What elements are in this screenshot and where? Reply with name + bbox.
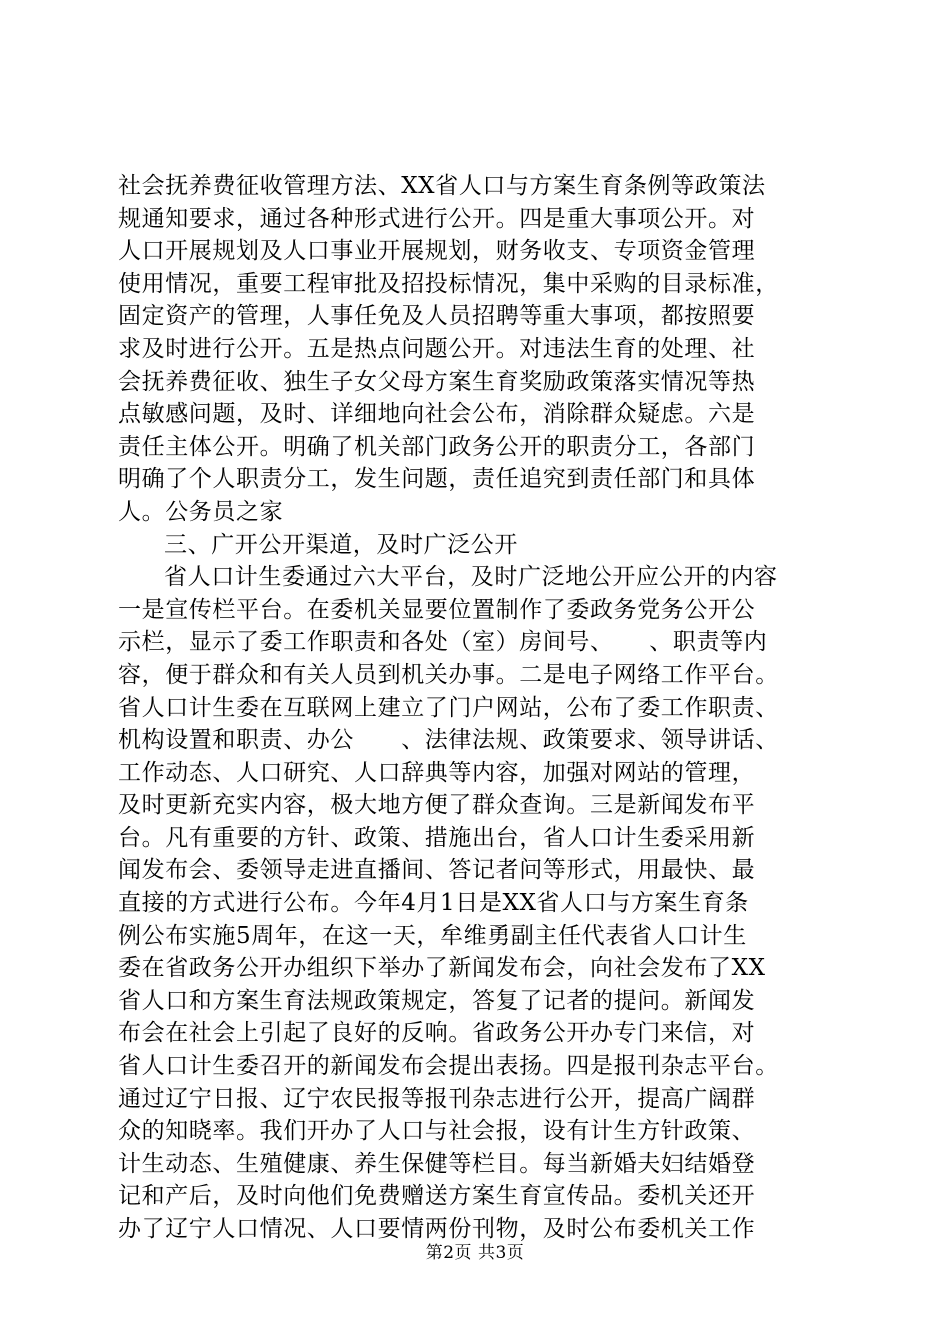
text-line: 及时更新充实内容，极大地方便了群众查询。三是新闻发布平 [118,792,756,819]
text-line: 容，便于群众和有关人员到机关办事。二是电子网络工作平台。 [118,661,779,688]
text-line: 明确了个人职责分工，发生问题，责任追究到责任部门和具体 [118,466,756,493]
text-line: 省人口计生委召开的新闻发布会提出表扬。四是报刊杂志平台。 [118,1053,779,1080]
text-line: 使用情况，重要工程审批及招投标情况，集中采购的目录标准， [118,270,779,297]
text-line: 省人口计生委在互联网上建立了门户网站，公布了委工作职责、 [118,694,779,721]
text-line: 工作动态、人口研究、人口辞典等内容，加强对网站的管理， [118,759,756,786]
text-line: 社会抚养费征收管理方法、XX省人口与方案生育条例等政策法 [118,173,766,199]
text-line: 通过辽宁日报、辽宁农民报等报刊杂志进行公开，提高广阔群 [118,1085,756,1112]
text-line: 人口开展规划及人口事业开展规划，财务收支、专项资金管理 [118,238,756,265]
text-line: 人。公务员之家 [118,498,284,525]
text-line: 求及时进行公开。五是热点问题公开。对违法生育的处理、社 [118,335,756,362]
document-body [118,170,858,1246]
text-line: 省人口计生委通过六大平台，及时广泛地公开应公开的内容 [164,564,778,591]
text-line: 责任主体公开。明确了机关部门政务公开的职责分工，各部门 [118,433,756,460]
text-line: 一是宣传栏平台。在委机关显要位置制作了委政务党务公开公 [118,596,756,623]
text-line: 记和产后，及时向他们免费赠送方案生育宣传品。委机关还开 [118,1183,756,1210]
text-line: 固定资产的管理，人事任免及人员招聘等重大事项，都按照要 [118,303,756,330]
text-line: 闻发布会、委领导走进直播间、答记者问等形式，用最快、最 [118,857,756,884]
page-footer: 第2页 共3页 [425,1243,525,1263]
text-line: 办了辽宁人口情况、人口要情两份刊物，及时公布委机关工作 [118,1216,756,1242]
text-line: 机构设置和职责、办公 、法律法规、政策要求、领导讲话、 [118,727,779,754]
text-line: 省人口和方案生育法规政策规定，答复了记者的提问。新闻发 [118,987,756,1014]
text-line: 示栏，显示了委工作职责和各处（室）房间号、 、职责等内 [118,629,768,656]
section-heading: 三、广开公开渠道，及时广泛公开 [164,531,518,558]
text-line: 众的知晓率。我们开办了人口与社会报，设有计生方针政策、 [118,1118,756,1145]
text-line: 会抚养费征收、独生子女父母方案生育奖励政策落实情况等热 [118,368,756,395]
text-line: 规通知要求，通过各种形式进行公开。四是重大事项公开。对 [118,205,756,232]
text-line: 例公布实施5周年，在这一天，牟维勇副主任代表省人口计生 [118,922,747,949]
text-line: 台。凡有重要的方针、政策、措施出台，省人口计生委采用新 [118,824,756,851]
text-line: 直接的方式进行公布。今年4月1日是XX省人口与方案生育条 [118,890,749,917]
text-line: 委在省政务公开办组织下举办了新闻发布会，向社会发布了XX [118,955,766,982]
text-line: 布会在社会上引起了良好的反响。省政务公开办专门来信，对 [118,1020,756,1047]
text-line: 点敏感问题，及时、详细地向社会公布，消除群众疑虑。六是 [118,401,756,428]
text-line: 计生动态、生殖健康、养生保健等栏目。每当新婚夫妇结婚登 [118,1150,756,1177]
